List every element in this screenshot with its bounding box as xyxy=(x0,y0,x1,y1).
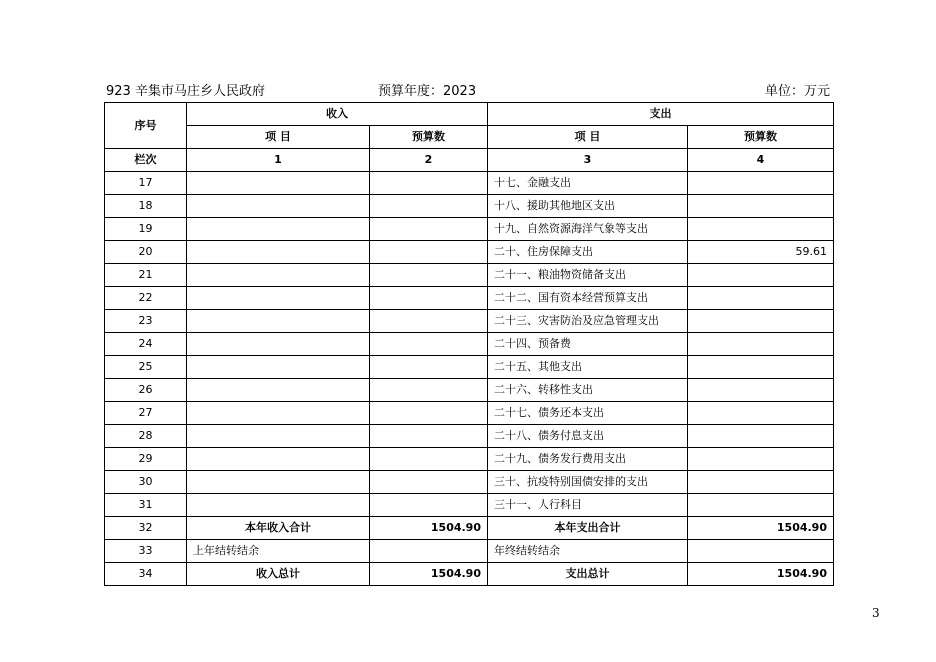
table-row xyxy=(105,356,834,379)
table-row xyxy=(105,241,834,264)
expense-amount: 1504.90 xyxy=(688,563,834,586)
income-amount xyxy=(370,448,488,471)
expense-amount-header: 预算数 xyxy=(688,126,834,149)
expense-item: 二十二、国有资本经营预算支出 xyxy=(488,287,688,310)
income-item xyxy=(187,195,370,218)
row-seq: 23 xyxy=(105,310,187,333)
expense-amount: 1504.90 xyxy=(688,517,834,540)
budget-table xyxy=(104,102,834,586)
row-seq: 27 xyxy=(105,402,187,425)
income-amount xyxy=(370,264,488,287)
budget-year: 预算年度：2023 xyxy=(378,84,477,99)
income-item xyxy=(187,310,370,333)
income-amount: 1504.90 xyxy=(370,563,488,586)
row-seq: 20 xyxy=(105,241,187,264)
income-amount xyxy=(370,356,488,379)
row-seq: 26 xyxy=(105,379,187,402)
row-seq: 32 xyxy=(105,517,187,540)
expense-amount xyxy=(688,195,834,218)
expense-amount xyxy=(688,264,834,287)
expense-amount xyxy=(688,218,834,241)
page-number: 3 xyxy=(872,606,880,620)
income-amount xyxy=(370,540,488,563)
expense-amount xyxy=(688,287,834,310)
table-header-row-2 xyxy=(105,126,834,149)
table-row xyxy=(105,333,834,356)
row-seq: 29 xyxy=(105,448,187,471)
expense-item: 二十、住房保障支出 xyxy=(488,241,688,264)
income-group-header: 收入 xyxy=(187,103,488,126)
expense-amount xyxy=(688,310,834,333)
income-item: 收入总计 xyxy=(187,563,370,586)
organization-name: 923 辛集市马庄乡人民政府 xyxy=(106,84,265,99)
expense-item: 二十四、预备费 xyxy=(488,333,688,356)
income-item xyxy=(187,287,370,310)
expense-amount xyxy=(688,333,834,356)
expense-amount xyxy=(688,471,834,494)
column-number-row xyxy=(105,149,834,172)
column-number: 4 xyxy=(688,149,834,172)
table-row xyxy=(105,402,834,425)
row-seq: 25 xyxy=(105,356,187,379)
expense-item: 十八、援助其他地区支出 xyxy=(488,195,688,218)
expense-amount xyxy=(688,402,834,425)
column-number: 2 xyxy=(370,149,488,172)
expense-item: 二十九、债务发行费用支出 xyxy=(488,448,688,471)
income-item xyxy=(187,425,370,448)
income-item xyxy=(187,333,370,356)
row-seq: 28 xyxy=(105,425,187,448)
income-amount: 1504.90 xyxy=(370,517,488,540)
unit-label: 单位：万元 xyxy=(764,84,830,99)
income-item xyxy=(187,494,370,517)
income-amount xyxy=(370,310,488,333)
table-row xyxy=(105,195,834,218)
row-seq: 30 xyxy=(105,471,187,494)
income-amount-header: 预算数 xyxy=(370,126,488,149)
expense-amount: 59.61 xyxy=(688,241,834,264)
expense-item: 支出总计 xyxy=(488,563,688,586)
carryover-row xyxy=(105,540,834,563)
row-seq: 31 xyxy=(105,494,187,517)
row-seq: 17 xyxy=(105,172,187,195)
table-row xyxy=(105,218,834,241)
income-amount xyxy=(370,241,488,264)
table-row xyxy=(105,310,834,333)
expense-item: 二十五、其他支出 xyxy=(488,356,688,379)
expense-item: 二十六、转移性支出 xyxy=(488,379,688,402)
income-item: 上年结转结余 xyxy=(187,540,370,563)
income-item: 本年收入合计 xyxy=(187,517,370,540)
expense-item-header: 项 目 xyxy=(488,126,688,149)
expense-item: 二十三、灾害防治及应急管理支出 xyxy=(488,310,688,333)
table-row xyxy=(105,172,834,195)
income-amount xyxy=(370,218,488,241)
income-amount xyxy=(370,402,488,425)
expense-item: 三十、抗疫特别国债安排的支出 xyxy=(488,471,688,494)
row-seq: 21 xyxy=(105,264,187,287)
expense-amount xyxy=(688,425,834,448)
table-row xyxy=(105,287,834,310)
income-item xyxy=(187,264,370,287)
income-amount xyxy=(370,494,488,517)
table-row xyxy=(105,494,834,517)
row-seq: 33 xyxy=(105,540,187,563)
expense-item: 二十一、粮油物资储备支出 xyxy=(488,264,688,287)
expense-amount xyxy=(688,494,834,517)
expense-item: 十九、自然资源海洋气象等支出 xyxy=(488,218,688,241)
expense-item: 三十一、人行科目 xyxy=(488,494,688,517)
row-seq: 22 xyxy=(105,287,187,310)
expense-item: 二十八、债务付息支出 xyxy=(488,425,688,448)
expense-item: 二十七、债务还本支出 xyxy=(488,402,688,425)
table-row xyxy=(105,471,834,494)
income-item xyxy=(187,471,370,494)
expense-item: 本年支出合计 xyxy=(488,517,688,540)
income-item xyxy=(187,241,370,264)
income-item xyxy=(187,448,370,471)
table-row xyxy=(105,448,834,471)
expense-item: 年终结转结余 xyxy=(488,540,688,563)
table-row xyxy=(105,264,834,287)
income-item xyxy=(187,356,370,379)
seq-header: 序号 xyxy=(105,103,187,149)
income-item xyxy=(187,379,370,402)
column-number: 3 xyxy=(488,149,688,172)
income-amount xyxy=(370,379,488,402)
income-amount xyxy=(370,333,488,356)
table-header-row-1 xyxy=(105,103,834,126)
income-amount xyxy=(370,287,488,310)
income-item-header: 项 目 xyxy=(187,126,370,149)
income-item xyxy=(187,172,370,195)
income-item xyxy=(187,402,370,425)
total-year-row xyxy=(105,517,834,540)
row-seq: 19 xyxy=(105,218,187,241)
row-seq: 24 xyxy=(105,333,187,356)
row-seq: 18 xyxy=(105,195,187,218)
income-amount xyxy=(370,471,488,494)
expense-amount xyxy=(688,448,834,471)
expense-amount xyxy=(688,540,834,563)
grand-total-row xyxy=(105,563,834,586)
income-amount xyxy=(370,425,488,448)
expense-group-header: 支出 xyxy=(488,103,834,126)
expense-amount xyxy=(688,172,834,195)
expense-item: 十七、金融支出 xyxy=(488,172,688,195)
column-label: 栏次 xyxy=(105,149,187,172)
income-item xyxy=(187,218,370,241)
income-amount xyxy=(370,195,488,218)
row-seq: 34 xyxy=(105,563,187,586)
income-amount xyxy=(370,172,488,195)
expense-amount xyxy=(688,379,834,402)
table-row xyxy=(105,425,834,448)
page-header xyxy=(106,80,830,98)
table-row xyxy=(105,379,834,402)
column-number: 1 xyxy=(187,149,370,172)
expense-amount xyxy=(688,356,834,379)
